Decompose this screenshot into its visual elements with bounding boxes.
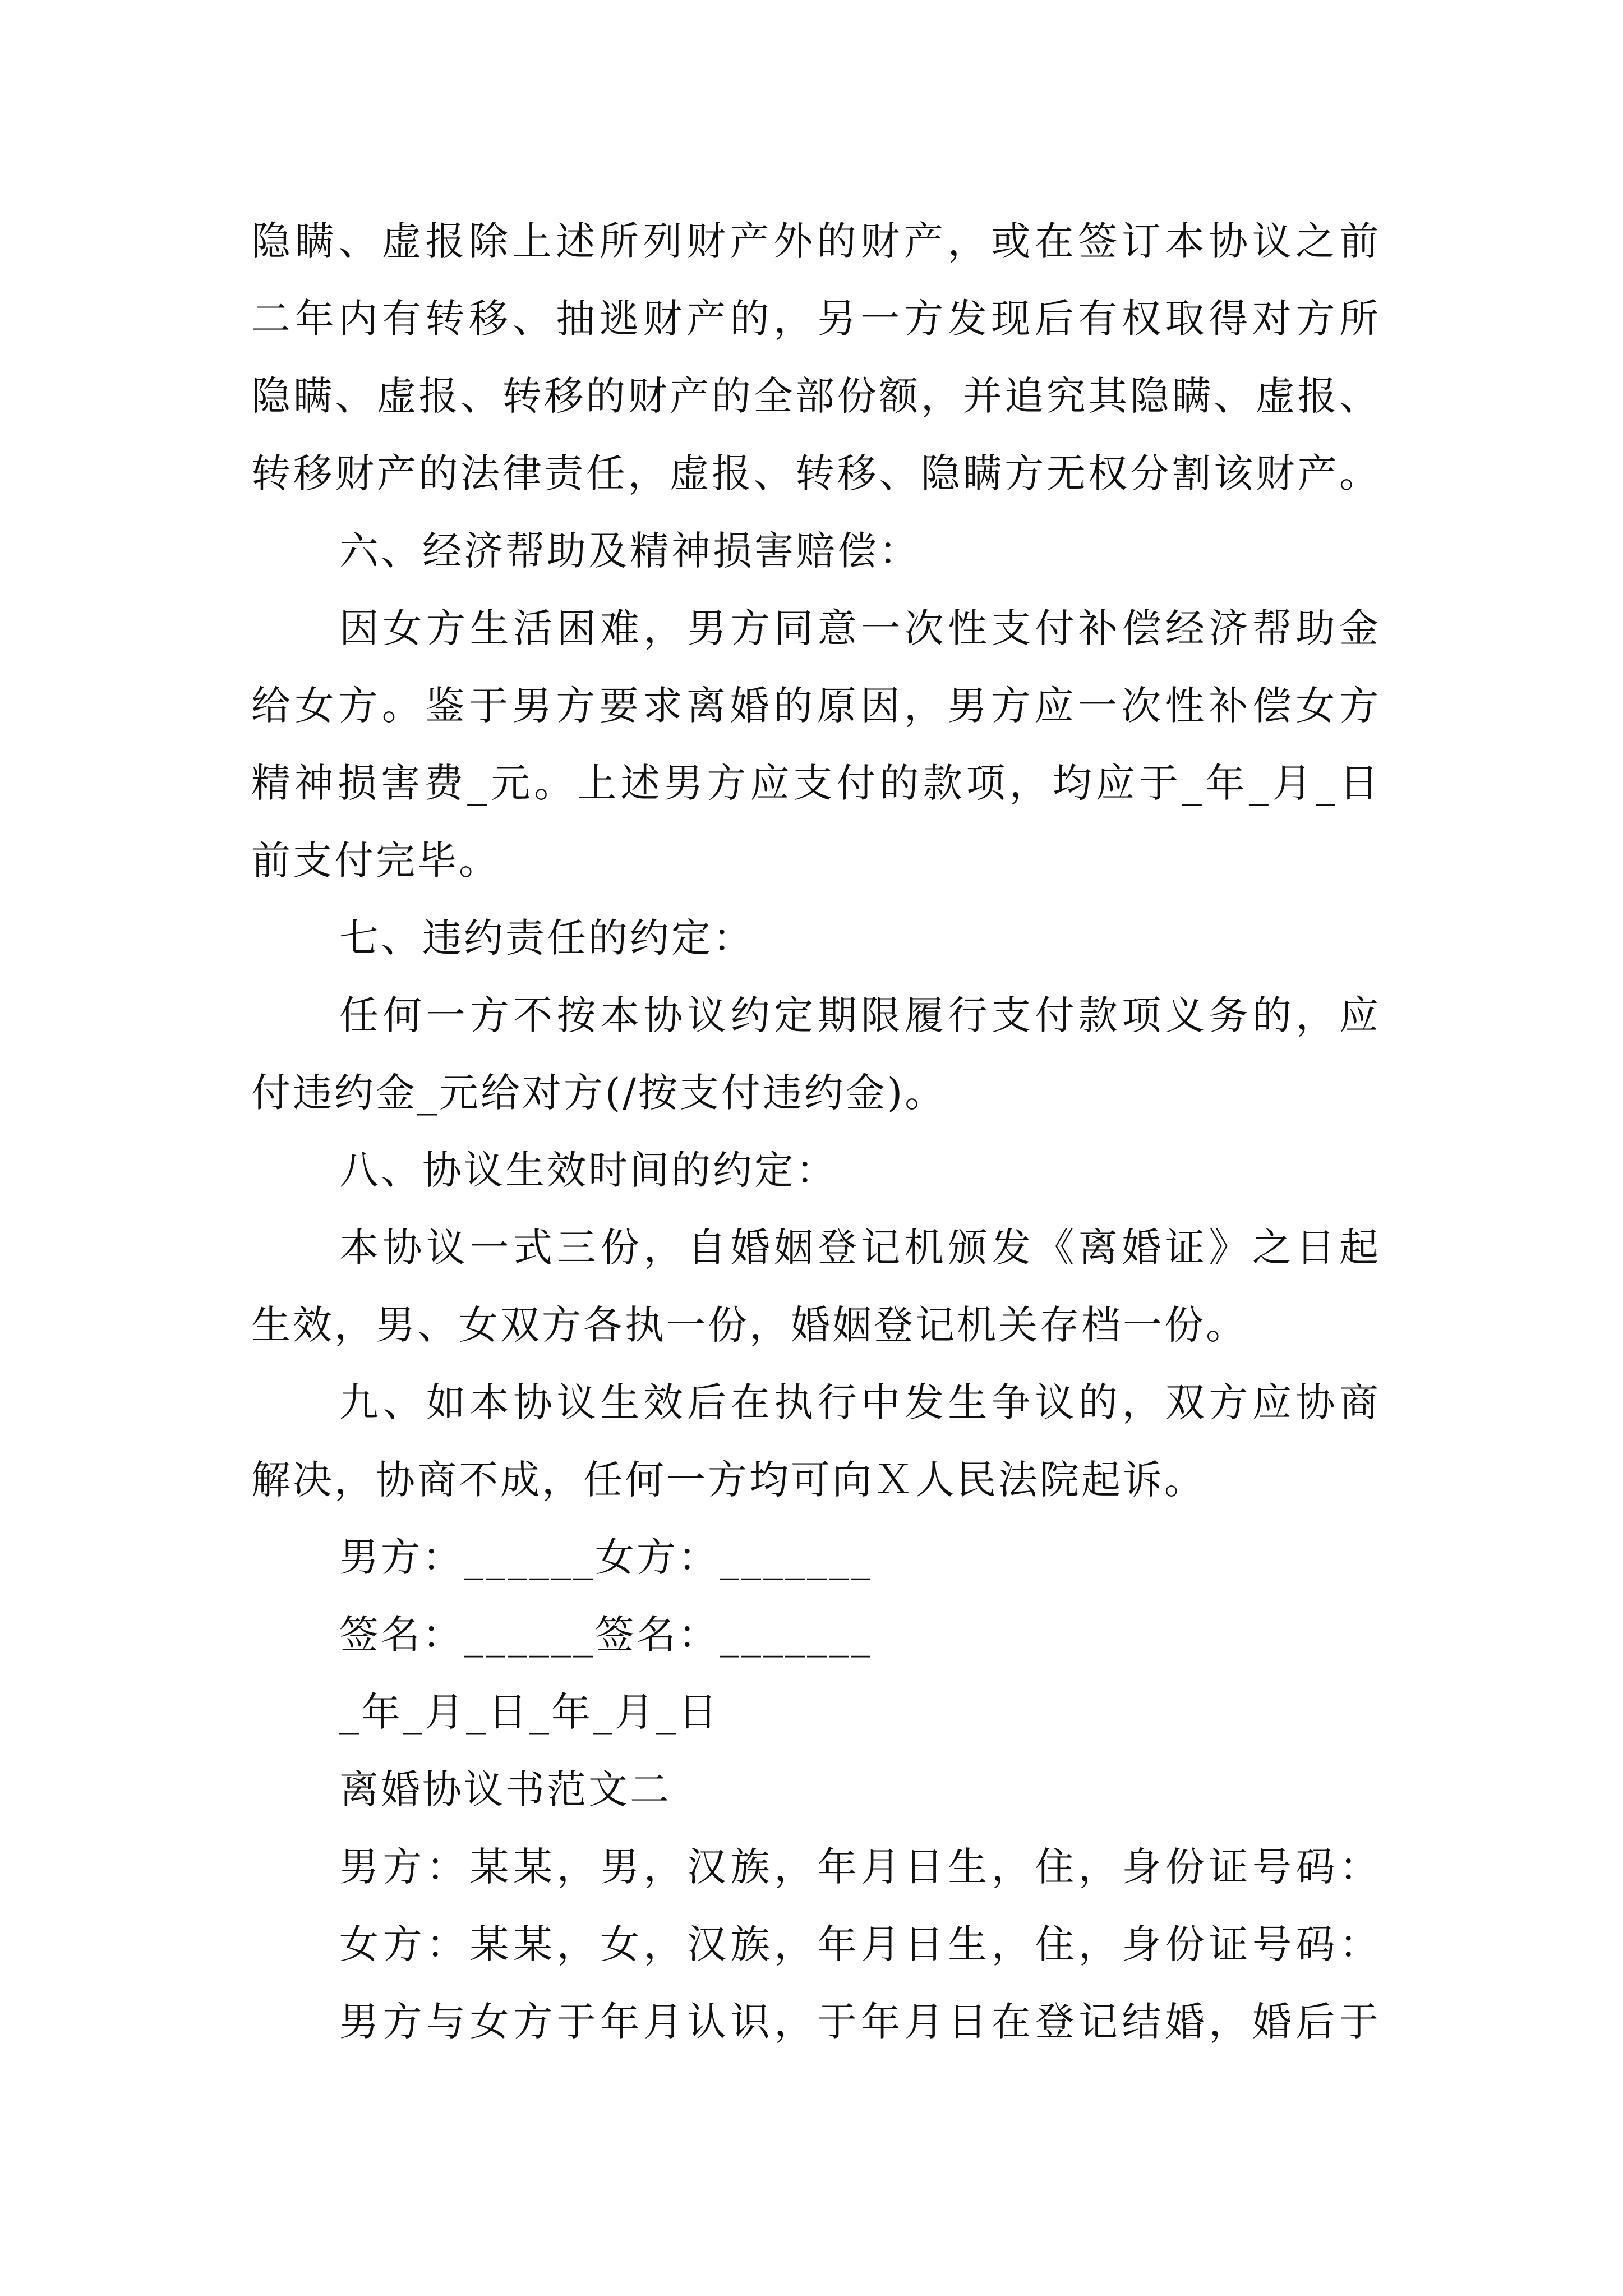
text-line: 转移财产的法律责任，虚报、转移、隐瞒方无权分割该财产。 [251, 450, 1378, 496]
date-line: _年_月_日_年_月_日 [339, 1689, 720, 1735]
signature-line: 签名：______签名：_______ [339, 1612, 873, 1658]
text-line: 精神损害费_元。上述男方应支付的款项，均应于_年_月_日 [251, 760, 1378, 806]
section-heading: 七、违约责任的约定： [339, 915, 754, 961]
signature-line: 男方：______女方：_______ [339, 1534, 873, 1580]
text-line: 男方：某某，男，汉族，年月日生，住，身份证号码： [339, 1844, 1378, 1890]
text-line: 因女方生活困难，男方同意一次性支付补偿经济帮助金 [339, 605, 1378, 651]
text-line: 男方与女方于年月认识，于年月日在登记结婚，婚后于 [339, 1999, 1378, 2045]
section-heading: 八、协议生效时间的约定： [339, 1147, 837, 1193]
text-line: 女方：某某，女，汉族，年月日生，住，身份证号码： [339, 1921, 1378, 1967]
text-line: 本协议一式三份，自婚姻登记机颁发《离婚证》之日起 [339, 1225, 1378, 1271]
text-line: 付违约金_元给对方(/按支付违约金)。 [251, 1070, 947, 1116]
text-line: 隐瞒、虚报、转移的财产的全部份额，并追究其隐瞒、虚报、 [251, 373, 1378, 419]
text-line: 任何一方不按本协议约定期限履行支付款项义务的，应 [339, 992, 1378, 1038]
section-heading: 六、经济帮助及精神损害赔偿： [339, 528, 920, 574]
text-line: 给女方。鉴于男方要求离婚的原因，男方应一次性补偿女方 [251, 683, 1378, 729]
text-line: 前支付完毕。 [251, 838, 500, 884]
text-line: 解决，协商不成，任何一方均可向Ｘ人民法院起诉。 [251, 1457, 1206, 1503]
text-line: 生效，男、女双方各执一份，婚姻登记机关存档一份。 [251, 1302, 1247, 1348]
text-line: 二年内有转移、抽逃财产的，另一方发现后有权取得对方所 [251, 296, 1378, 342]
text-line: 隐瞒、虚报除上述所列财产外的财产，或在签订本协议之前 [251, 218, 1378, 264]
text-line: 九、如本协议生效后在执行中发生争议的，双方应协商 [339, 1379, 1378, 1425]
document-subtitle: 离婚协议书范文二 [339, 1766, 671, 1812]
